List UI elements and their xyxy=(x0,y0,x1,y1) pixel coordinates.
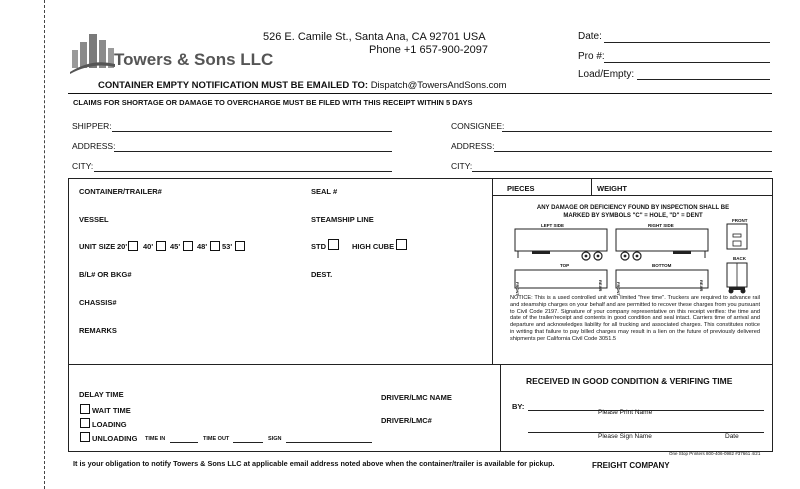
sign-name-caption: Please Sign Name xyxy=(598,433,652,440)
received-title: RECEIVED IN GOOD CONDITION & VERIFING TIME xyxy=(526,376,733,386)
dest-label: DEST. xyxy=(311,270,333,279)
city-left-label: CITY: xyxy=(72,161,94,171)
unloading-label: UNLOADING xyxy=(92,434,138,443)
print-name-caption: Please Print Name xyxy=(598,409,653,416)
wait-time-label: WAIT TIME xyxy=(92,406,131,415)
trailer-bottom-diagram xyxy=(615,269,710,296)
pro-line[interactable] xyxy=(604,62,770,63)
date-line[interactable] xyxy=(604,42,770,43)
sign-line[interactable] xyxy=(286,442,372,443)
company-name: Towers & Sons LLC xyxy=(114,50,274,69)
sign-label: SIGN xyxy=(268,436,282,442)
size-45-checkbox[interactable] xyxy=(183,241,193,251)
address-right-label: ADDRESS: xyxy=(451,141,495,151)
company-logo xyxy=(68,28,116,74)
back-label: BACK xyxy=(733,256,746,261)
trailer-right-side-diagram xyxy=(615,228,710,268)
damage-notice: ANY DAMAGE OR DEFICIENCY FOUND BY INSPECTION SHALL BE MARKED BY SYMBOLS "C" = HOLE, "D" = DENT xyxy=(536,205,730,219)
steamship-line-label: STEAMSHIP LINE xyxy=(311,215,374,224)
size-45-label: 45' xyxy=(170,242,181,251)
load-empty-line[interactable] xyxy=(637,79,770,80)
shipper-line[interactable] xyxy=(112,131,392,132)
city-right-label: CITY: xyxy=(451,161,473,171)
date-label: Date: xyxy=(578,31,602,42)
city-right-line[interactable] xyxy=(472,171,772,172)
consignee-label: CONSIGNEE: xyxy=(451,121,505,131)
claims-notice: CLAIMS FOR SHORTAGE OR DAMAGE TO OVERCHARGE MUST BE FILED WITH THIS RECEIPT WITHIN 5 DAYS xyxy=(73,98,473,107)
trailer-front-diagram xyxy=(726,223,748,258)
vessel-label: VESSEL xyxy=(79,215,109,224)
address-left-line[interactable] xyxy=(114,151,392,152)
top-front-label: FRONT xyxy=(515,282,520,296)
bottom-rear-label: REAR xyxy=(699,280,704,292)
company-address: 526 E. Camile St., Santa Ana, CA 92701 USA xyxy=(263,31,486,43)
driver-lmc-number-label: DRIVER/LMC# xyxy=(381,416,432,425)
pieces-label: PIECES xyxy=(507,184,535,193)
legal-notice-text: NOTICE: This is a used controlled unit with limited "free time". Truckers are required to advance rail and steamship charges on your behalf and are permitted to recover these charges from you pursuant to Civil Code 2197. Signature of your company representative on this receipt verifies: the time and date of the trailer/receipt and contents in good condition and seal intact. Carriers time of arrival and departure and acknowledges liability for all trucking and associated charges. This constitutes notice in writing that failure to pay billed charges may result in a lien on the future of previously delivered shipments per California Civil Code 3051.5 xyxy=(510,295,760,342)
time-out-line[interactable] xyxy=(233,442,263,443)
obligation-notice: It is your obligation to notify Towers & Sons LLC at applicable email address noted above when the container/trailer is available for pickup. xyxy=(73,459,555,468)
size-53-label: 53' xyxy=(222,242,233,251)
pieces-weight-rule xyxy=(492,195,773,196)
notice-rule xyxy=(68,93,772,94)
weight-label: WEIGHT xyxy=(597,184,627,193)
container-trailer-label: CONTAINER/TRAILER# xyxy=(79,187,162,196)
size-40-checkbox[interactable] xyxy=(156,241,166,251)
container-empty-text: CONTAINER EMPTY NOTIFICATION MUST BE EMAILED TO: xyxy=(98,80,369,91)
time-in-label: TIME IN xyxy=(145,436,166,442)
bottom-front-label: FRONT xyxy=(616,282,621,296)
std-checkbox[interactable] xyxy=(328,239,339,250)
trailer-back-diagram xyxy=(726,262,748,299)
driver-lmc-name-label: DRIVER/LMC NAME xyxy=(381,393,452,402)
time-in-line[interactable] xyxy=(170,442,198,443)
size-48-label: 48' xyxy=(197,242,208,251)
size-53-checkbox[interactable] xyxy=(235,241,245,251)
size-48-checkbox[interactable] xyxy=(210,241,220,251)
bl-bkg-label: B/L# OR BKG# xyxy=(79,270,132,279)
by-label: BY: xyxy=(512,402,525,411)
company-phone: Phone +1 657-900-2097 xyxy=(369,44,488,56)
high-cube-checkbox[interactable] xyxy=(396,239,407,250)
pieces-weight-divider xyxy=(591,178,592,195)
chassis-label: CHASSIS# xyxy=(79,298,117,307)
loading-label: LOADING xyxy=(92,420,127,429)
size-20-label: 20' xyxy=(117,242,128,251)
loading-checkbox[interactable] xyxy=(80,418,90,428)
freight-company-label: FREIGHT COMPANY xyxy=(592,461,670,470)
top-label: TOP xyxy=(560,263,570,268)
load-empty-label: Load/Empty: xyxy=(578,69,635,80)
bottom-label: BOTTOM xyxy=(652,263,672,268)
printer-credit: One Stop Printers 800-406-0982 #37661 4/21 xyxy=(669,451,761,456)
time-out-label: TIME OUT xyxy=(203,436,230,442)
container-empty-notice xyxy=(98,81,507,91)
front-label: FRONT xyxy=(732,218,748,223)
high-cube-label: HIGH CUBE xyxy=(352,242,395,251)
dispatch-email: Dispatch@TowersAndSons.com xyxy=(370,80,507,91)
std-label: STD xyxy=(311,242,326,251)
unloading-checkbox[interactable] xyxy=(80,432,90,442)
shipper-label: SHIPPER: xyxy=(72,121,112,131)
left-right-divider xyxy=(492,178,493,364)
wait-time-checkbox[interactable] xyxy=(80,404,90,414)
right-side-label: RIGHT SIDE xyxy=(648,223,674,228)
left-side-label: LEFT SIDE xyxy=(541,223,565,228)
address-left-label: ADDRESS: xyxy=(72,141,116,151)
unit-size-label: UNIT SIZE xyxy=(79,242,116,251)
consignee-line[interactable] xyxy=(502,131,772,132)
perforation-line xyxy=(44,0,45,489)
size-40-label: 40' xyxy=(143,242,154,251)
remarks-label: REMARKS xyxy=(79,326,117,335)
size-20-checkbox[interactable] xyxy=(128,241,138,251)
top-rear-label: REAR xyxy=(598,280,603,292)
trailer-left-side-diagram xyxy=(514,228,609,268)
delay-time-label: DELAY TIME xyxy=(79,390,124,399)
city-left-line[interactable] xyxy=(94,171,392,172)
seal-label: SEAL # xyxy=(311,187,338,196)
date-caption: Date xyxy=(725,433,739,440)
pro-label: Pro #: xyxy=(578,51,605,62)
trailer-top-diagram xyxy=(514,269,609,296)
address-right-line[interactable] xyxy=(494,151,772,152)
